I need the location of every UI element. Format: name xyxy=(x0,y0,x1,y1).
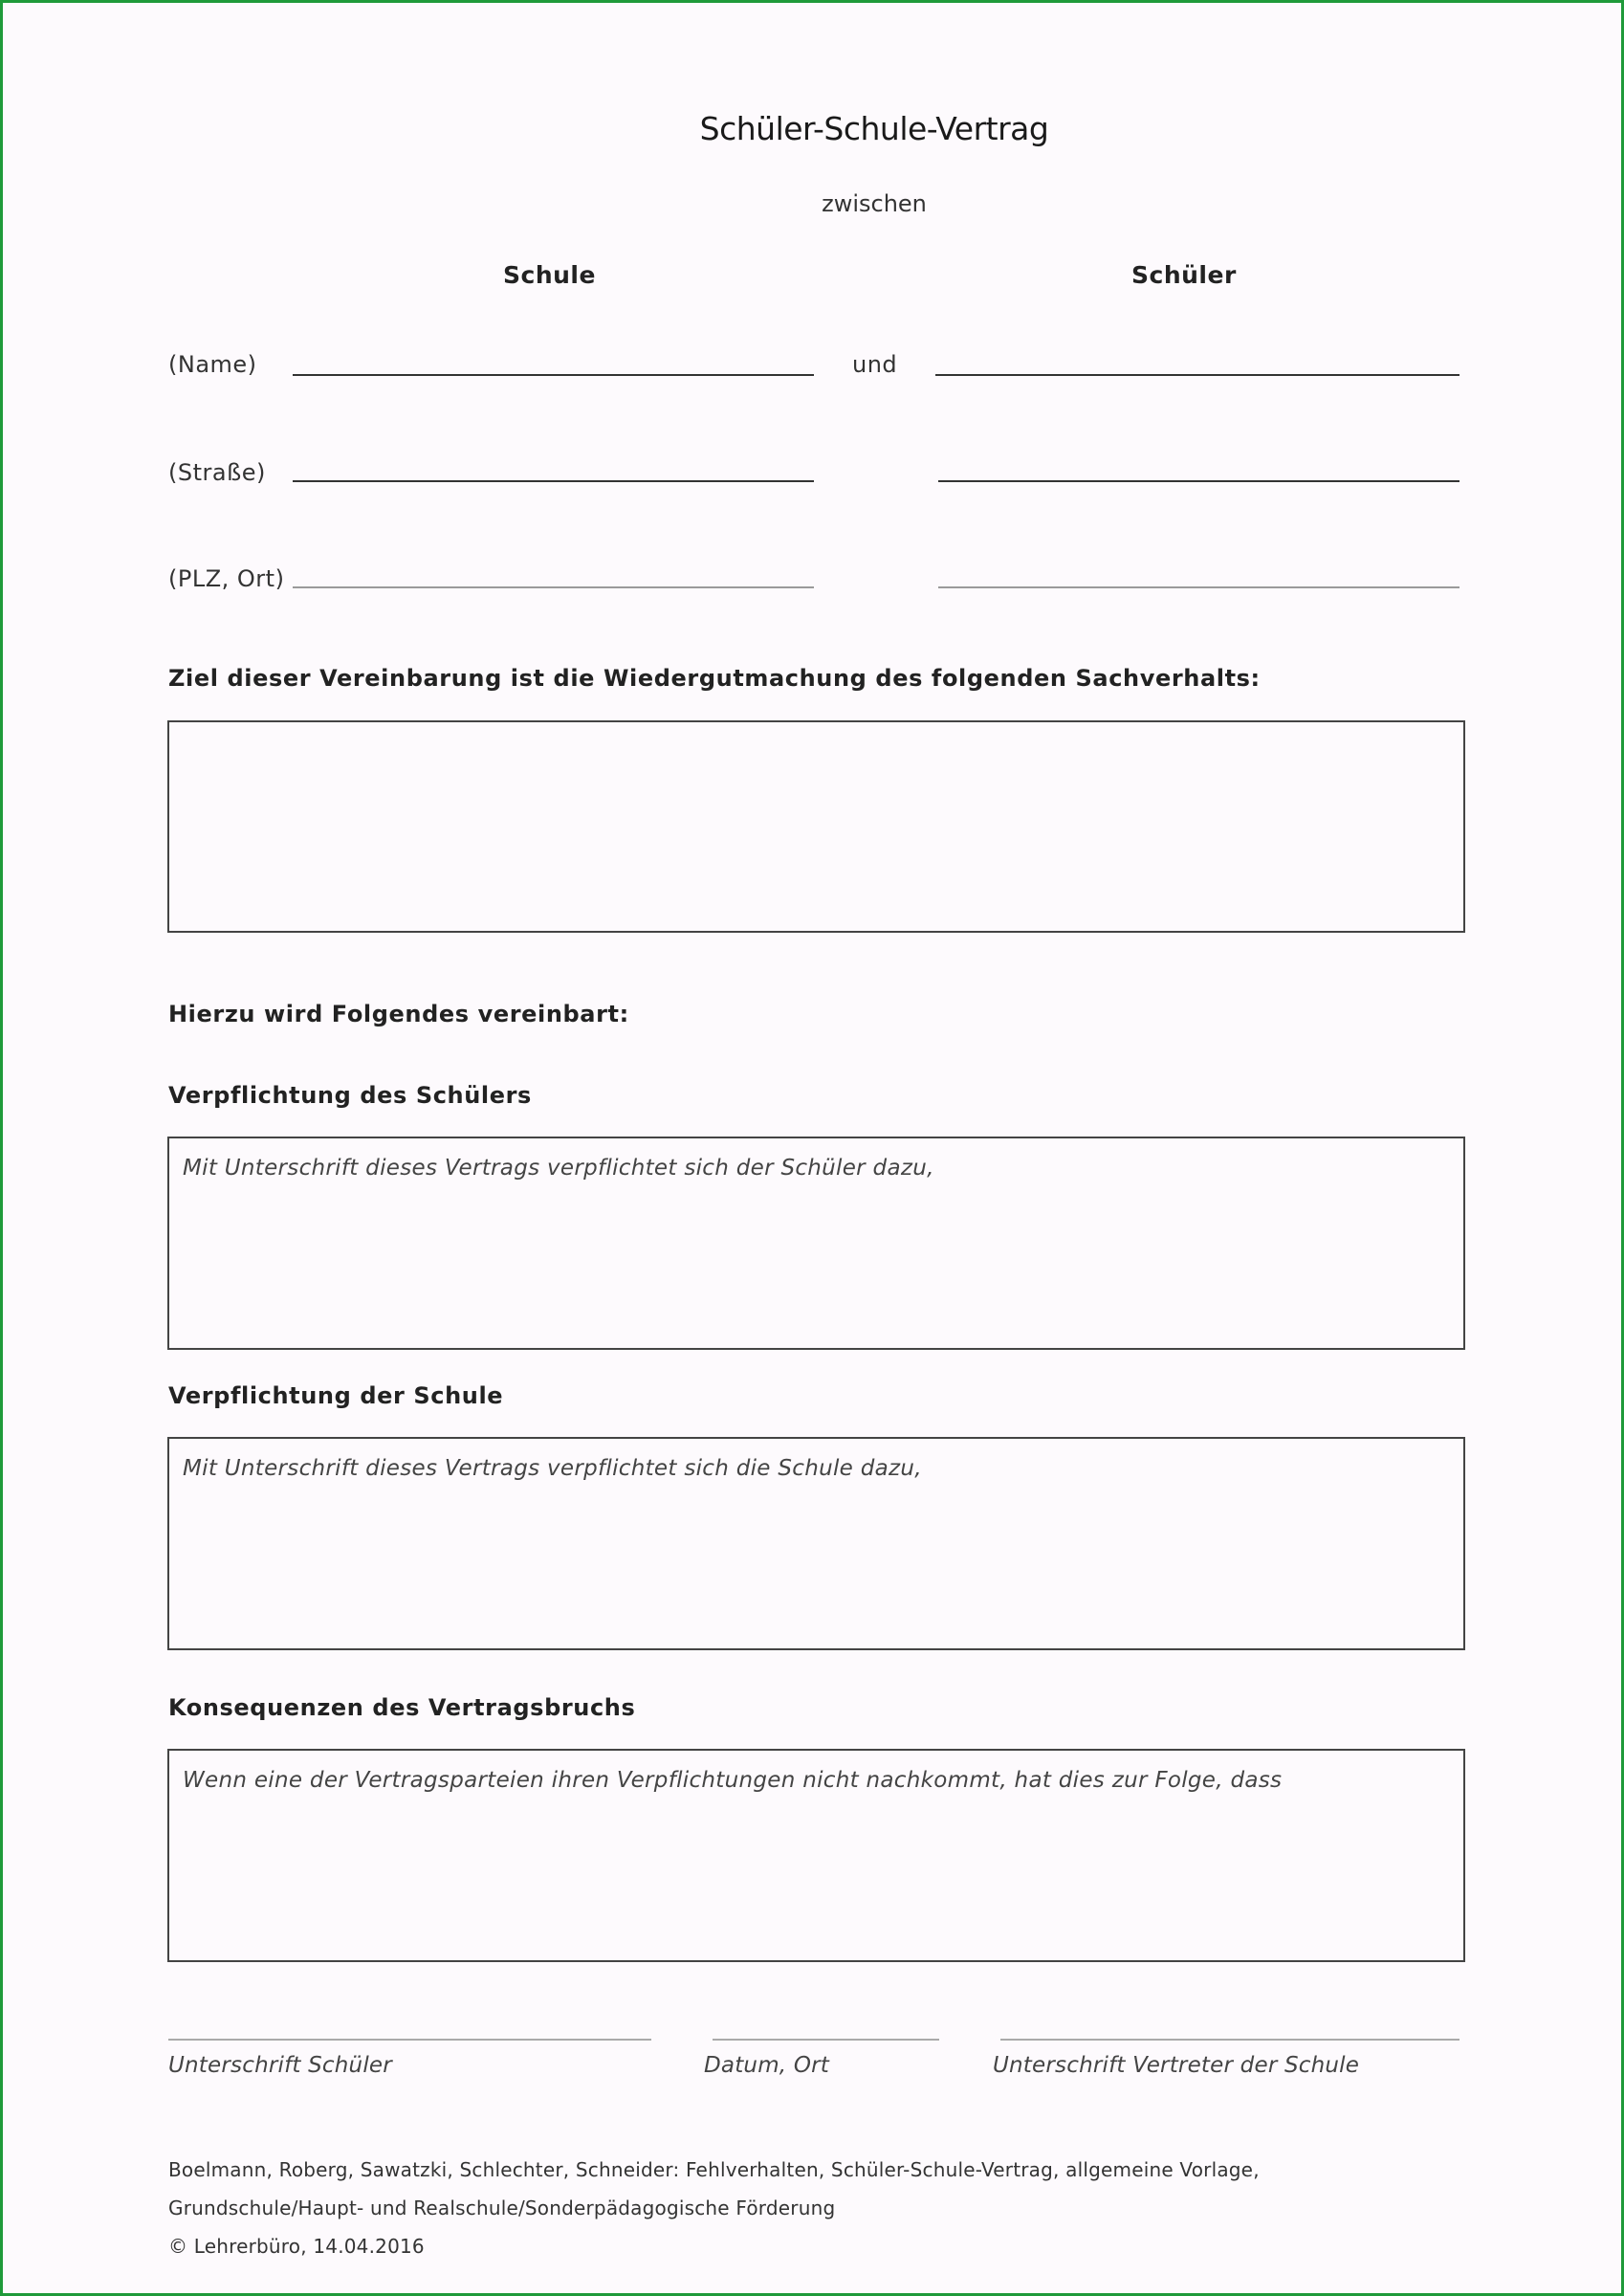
school-obligation-box[interactable] xyxy=(167,1437,1465,1650)
student-street-line[interactable] xyxy=(938,480,1459,482)
date-place-line[interactable] xyxy=(713,2039,939,2041)
consequences-heading: Konsequenzen des Vertragsbruchs xyxy=(168,1694,636,1721)
footer-citation-line2: Grundschule/Haupt- und Realschule/Sonderpädagogische Förderung xyxy=(168,2197,836,2219)
goal-heading: Ziel dieser Vereinbarung ist die Wiedergutmachung des folgenden Sachverhalts: xyxy=(168,665,1261,692)
student-obligation-box[interactable] xyxy=(167,1137,1465,1350)
student-signature-label: Unterschrift Schüler xyxy=(168,2053,392,2078)
student-obligation-heading: Verpflichtung des Schülers xyxy=(168,1082,532,1109)
street-label: (Straße) xyxy=(168,459,266,486)
student-city-line[interactable] xyxy=(938,586,1459,588)
party-school-heading: Schule xyxy=(503,261,596,289)
school-rep-signature-label: Unterschrift Vertreter der Schule xyxy=(993,2053,1360,2078)
school-obligation-heading: Verpflichtung der Schule xyxy=(168,1382,504,1409)
footer-citation-line1: Boelmann, Roberg, Sawatzki, Schlechter, Schneider: Fehlverhalten, Schüler-Schule-Vertrag, allgemeine Vorlage, xyxy=(168,2158,1260,2181)
school-street-line[interactable] xyxy=(293,480,814,482)
consequences-text: Wenn eine der Vertragsparteien ihren Verpflichtungen nicht nachkommt, hat dies zur Folge, dass xyxy=(183,1768,1283,1793)
document-title: Schüler-Schule-Vertrag xyxy=(699,110,1049,147)
student-name-line[interactable] xyxy=(935,374,1459,376)
consequences-box[interactable] xyxy=(167,1749,1465,1962)
student-obligation-text: Mit Unterschrift dieses Vertrags verpflichtet sich der Schüler dazu, xyxy=(183,1156,934,1181)
school-rep-signature-line[interactable] xyxy=(1000,2039,1459,2041)
city-label: (PLZ, Ort) xyxy=(168,565,285,592)
name-label: (Name) xyxy=(168,351,257,378)
footer-copyright: © Lehrerbüro, 14.04.2016 xyxy=(168,2235,425,2258)
school-obligation-text: Mit Unterschrift dieses Vertrags verpflichtet sich die Schule dazu, xyxy=(183,1456,922,1481)
and-label: und xyxy=(852,351,898,378)
student-signature-line[interactable] xyxy=(168,2039,651,2041)
agreed-heading: Hierzu wird Folgendes vereinbart: xyxy=(168,1001,629,1027)
between-label: zwischen xyxy=(822,190,927,217)
school-city-line[interactable] xyxy=(293,586,814,588)
party-student-heading: Schüler xyxy=(1131,261,1237,289)
school-name-line[interactable] xyxy=(293,374,814,376)
date-place-label: Datum, Ort xyxy=(704,2053,830,2078)
goal-box[interactable] xyxy=(167,720,1465,933)
